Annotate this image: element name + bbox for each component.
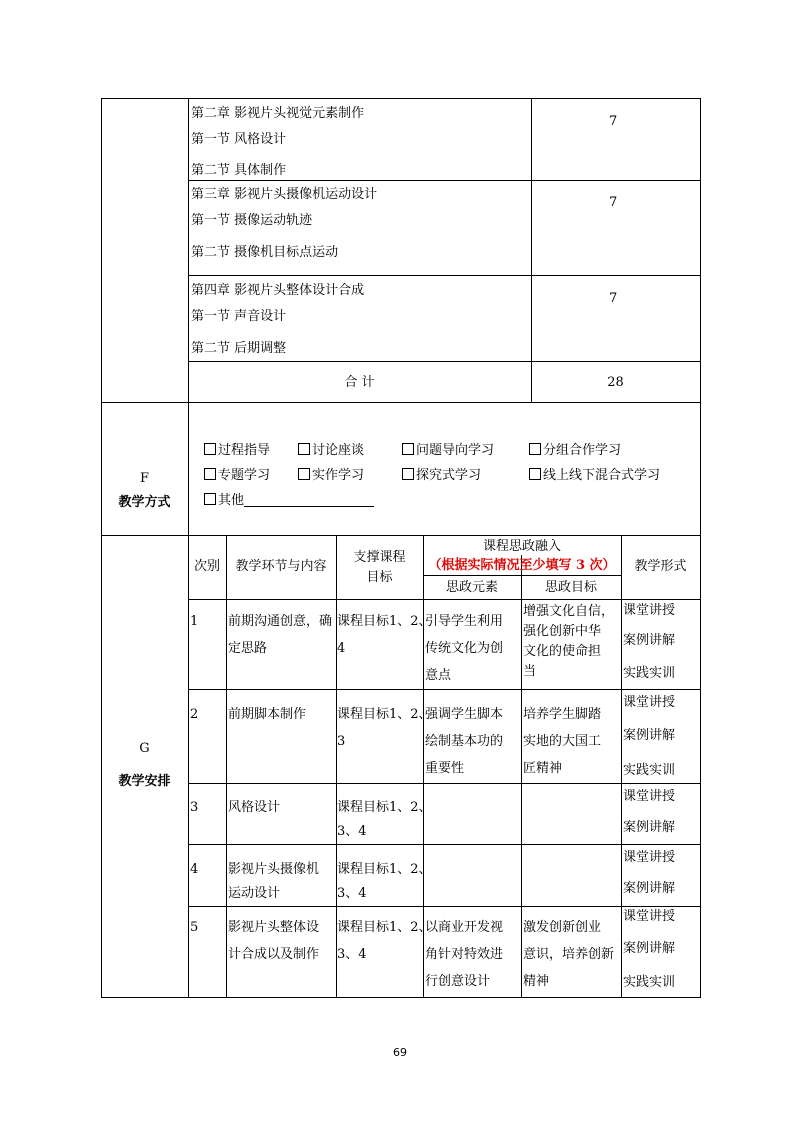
- header-ideo-note: （根据实际情况至少填写 3 次）: [428, 558, 616, 573]
- row-goal: 课程目标1、2、: [337, 614, 432, 629]
- table-border-left: [101, 98, 102, 998]
- row-goal: 课程目标1、2、: [337, 707, 432, 722]
- chapter-section-2: 第二节 具体制作: [191, 163, 287, 178]
- row-element: 强调学生脚本: [425, 707, 504, 722]
- row-target: 精神: [523, 974, 550, 989]
- chapter-section-2: 第二节 摄像机目标点运动: [191, 245, 339, 260]
- g-row-divider-1: [188, 689, 701, 690]
- label-column-divider: [188, 98, 189, 998]
- chapter-row-divider-2: [188, 275, 701, 276]
- row-goal: 4: [337, 641, 346, 656]
- row-content: 前期沟通创意，确: [228, 614, 333, 629]
- option-topic-learning[interactable]: 专题学习: [204, 467, 270, 485]
- row-form: 案例讲解: [623, 728, 676, 743]
- checkbox-icon: [402, 468, 414, 480]
- chapter-hours: 7: [609, 291, 618, 306]
- g-col-divider-4: [521, 555, 522, 998]
- row-form: 实践实训: [623, 763, 676, 778]
- checkbox-icon: [402, 443, 414, 455]
- section-g-label: 教学安排: [118, 774, 171, 789]
- row-seq: 5: [190, 920, 199, 935]
- chapter-section-1: 第一节 摄像运动轨迹: [191, 213, 313, 228]
- row-form: 案例讲解: [623, 881, 676, 896]
- row-content: 影视片头摄像机: [228, 862, 320, 877]
- other-fill-blank[interactable]: [244, 492, 374, 507]
- chapter-title: 第四章 影视片头整体设计合成: [191, 283, 365, 298]
- row-form: 案例讲解: [623, 941, 676, 956]
- g-row-divider-2: [188, 783, 701, 784]
- row-target: 当: [523, 664, 537, 679]
- row-target: 文化的使命担: [523, 644, 602, 659]
- header-content: 教学环节与内容: [235, 559, 327, 574]
- option-practical-learning[interactable]: 实作学习: [298, 467, 364, 485]
- option-inquiry-learning[interactable]: 探究式学习: [402, 467, 481, 485]
- row-target: 实地的大国工: [523, 734, 602, 749]
- chapter-hours: 7: [609, 114, 618, 129]
- chapter-row-divider-1: [188, 180, 701, 181]
- checkbox-icon: [204, 443, 216, 455]
- row-goal: 课程目标1、2、: [337, 800, 432, 815]
- header-element: 思政元素: [445, 580, 498, 595]
- checkbox-icon: [529, 468, 541, 480]
- row-element: 重要性: [425, 761, 465, 776]
- chapter-hours: 7: [609, 195, 618, 210]
- chapter-title: 第三章 影视片头摄像机运动设计: [191, 187, 378, 202]
- row-form: 课堂讲授: [623, 789, 676, 804]
- section-g-letter: G: [139, 741, 150, 756]
- page-number: 69: [393, 1046, 407, 1059]
- header-seq: 次别: [193, 559, 220, 574]
- row-form: 课堂讲授: [623, 695, 676, 710]
- g-row-divider-3: [188, 844, 701, 845]
- row-target: 激发创新创业: [523, 920, 602, 935]
- row-form: 案例讲解: [623, 633, 676, 648]
- option-process-guidance[interactable]: 过程指导: [204, 442, 270, 460]
- g-header-sub-divider: [423, 575, 621, 576]
- section-f-letter: F: [139, 471, 150, 486]
- row-content: 运动设计: [228, 886, 281, 901]
- row-element: 传统文化为创: [425, 641, 504, 656]
- row-form: 实践实训: [623, 666, 676, 681]
- chapter-title: 第二章 影视片头视觉元素制作: [191, 106, 365, 121]
- row-element: 引导学生利用: [425, 614, 504, 629]
- row-goal: 3: [337, 734, 346, 749]
- header-target: 思政目标: [544, 580, 597, 595]
- chapter-section-2: 第二节 后期调整: [191, 341, 287, 356]
- option-other[interactable]: 其他: [204, 492, 374, 510]
- row-target: 培养学生脚踏: [523, 707, 602, 722]
- row-content: 前期脚本制作: [228, 707, 307, 722]
- chapter-row-divider-3: [188, 361, 701, 362]
- g-col-divider-5: [621, 535, 622, 998]
- row-seq: 3: [190, 800, 199, 815]
- row-target: 增强文化自信，: [523, 604, 615, 619]
- g-col-divider-1: [226, 535, 227, 998]
- header-ideo: 课程思政融入: [482, 539, 561, 554]
- checkbox-icon: [529, 443, 541, 455]
- row-form: 课堂讲授: [623, 850, 676, 865]
- chapter-section-1: 第一节 声音设计: [191, 309, 287, 324]
- row-seq: 1: [190, 614, 199, 629]
- section-g-top: [101, 535, 701, 536]
- header-goal-line1: 支撑课程: [353, 550, 406, 565]
- total-value: 28: [607, 375, 624, 390]
- checkbox-icon: [204, 493, 216, 505]
- row-content: 定思路: [228, 641, 268, 656]
- row-form: 课堂讲授: [623, 603, 676, 618]
- header-form: 教学形式: [634, 559, 687, 574]
- row-goal: 3、4: [337, 947, 367, 962]
- hours-column-divider: [531, 98, 532, 403]
- row-target: 匠精神: [523, 761, 563, 776]
- row-form: 实践实训: [623, 975, 676, 990]
- g-header-bottom: [188, 599, 701, 600]
- option-group-cooperation[interactable]: 分组合作学习: [529, 442, 621, 460]
- option-discussion[interactable]: 讨论座谈: [298, 442, 364, 460]
- row-goal: 3、4: [337, 824, 367, 839]
- g-row-divider-4: [188, 906, 701, 907]
- row-element: 角针对特效进: [425, 947, 504, 962]
- row-content: 计合成以及制作: [228, 947, 320, 962]
- row-element: 以商业开发视: [425, 920, 504, 935]
- row-form: 案例讲解: [623, 820, 676, 835]
- row-target: 强化创新中华: [523, 624, 602, 639]
- checkbox-icon: [298, 468, 310, 480]
- table-border-bottom: [101, 997, 701, 998]
- row-element: 绘制基本功的: [425, 734, 504, 749]
- checkbox-icon: [298, 443, 310, 455]
- row-target: 意识，培养创新: [523, 947, 615, 962]
- row-seq: 4: [190, 862, 199, 877]
- row-form: 课堂讲授: [623, 909, 676, 924]
- total-label: 合 计: [344, 375, 375, 390]
- row-goal: 课程目标1、2、: [337, 920, 432, 935]
- row-element: 行创意设计: [425, 974, 491, 989]
- header-goal-line2: 目标: [366, 570, 393, 585]
- section-f-label: 教学方式: [118, 495, 171, 510]
- row-seq: 2: [190, 707, 199, 722]
- section-f-top: [101, 402, 701, 403]
- option-problem-oriented[interactable]: 问题导向学习: [402, 442, 494, 460]
- chapter-section-1: 第一节 风格设计: [191, 132, 287, 147]
- table-border-top: [101, 98, 701, 99]
- row-element: 意点: [425, 668, 452, 683]
- row-goal: 课程目标1、2、: [337, 862, 432, 877]
- row-content: 影视片头整体设: [228, 920, 320, 935]
- checkbox-icon: [204, 468, 216, 480]
- row-content: 风格设计: [228, 800, 281, 815]
- row-goal: 3、4: [337, 886, 367, 901]
- option-blended-learning[interactable]: 线上线下混合式学习: [529, 467, 660, 485]
- table-border-right: [700, 98, 701, 998]
